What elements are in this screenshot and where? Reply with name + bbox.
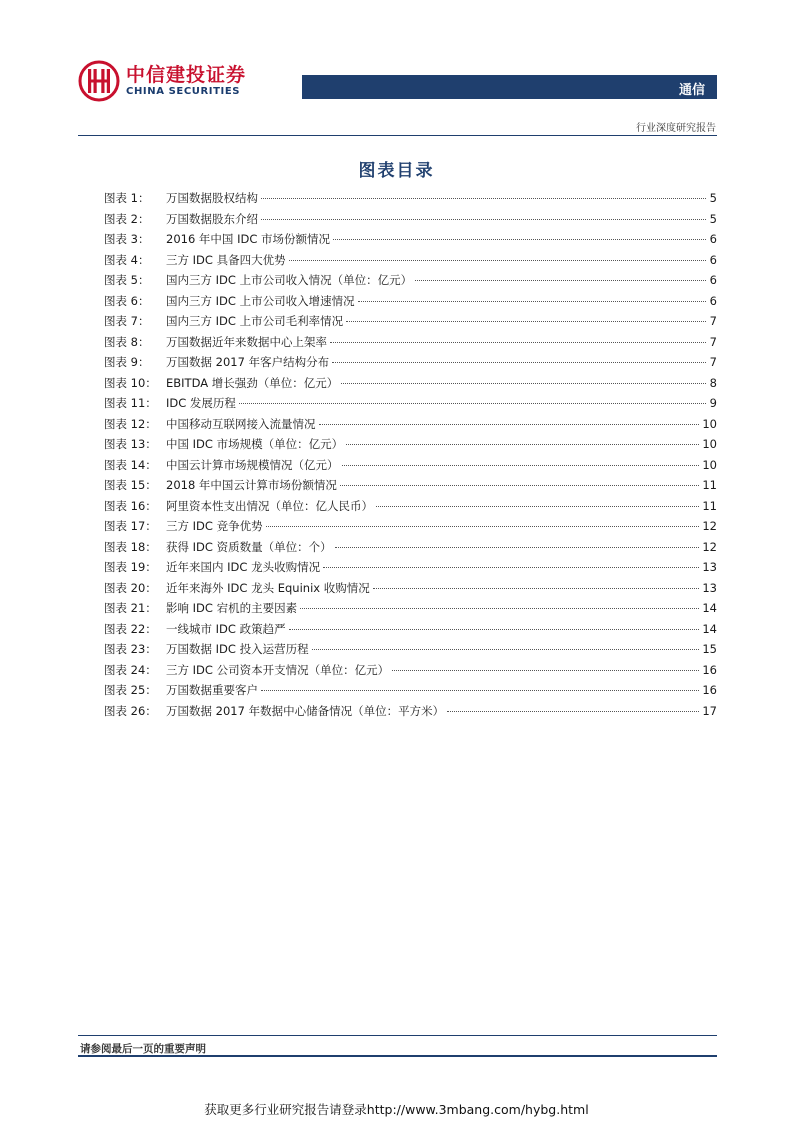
toc-dot-leader: [323, 567, 699, 568]
toc-entry[interactable]: [104, 457, 717, 478]
toc-entry-title: 万国数据近年来数据中心上架率: [166, 334, 327, 349]
toc-entry-label: 图表 13：: [104, 437, 157, 451]
toc-dot-leader: [289, 260, 706, 261]
toc-entry-label: 图表 21：: [104, 601, 157, 615]
toc-entry-page: 6: [709, 293, 717, 308]
toc-entry-page: 6: [709, 232, 717, 246]
toc-dot-leader: [261, 219, 706, 220]
toc-dot-leader: [312, 649, 700, 650]
toc-entry-title: 2018 年中国云计算市场份额情况: [166, 478, 337, 492]
toc-entry[interactable]: [104, 375, 717, 396]
toc-entry[interactable]: [104, 231, 717, 252]
toc-entry-page: 16: [702, 662, 717, 677]
toc-entry[interactable]: [104, 313, 717, 334]
toc-entry[interactable]: [104, 580, 717, 601]
toc-entry-label: 图表 1：: [104, 191, 150, 205]
toc-dot-leader: [341, 383, 706, 384]
toc-entry-page: 10: [702, 437, 717, 451]
toc-entry-label: 图表 23：: [104, 642, 157, 656]
toc-entry[interactable]: [104, 641, 717, 662]
toc-dot-leader: [335, 547, 700, 548]
toc-entry-title: EBITDA 增长强劲（单位：亿元）: [166, 375, 339, 390]
toc-entry-label: 图表 11：: [104, 396, 157, 410]
toc-dot-leader: [392, 670, 699, 671]
toc-entry-page: 6: [709, 273, 717, 287]
toc-entry-label: 图表 8：: [104, 334, 150, 349]
toc-entry[interactable]: [104, 539, 717, 560]
toc-entry-page: 13: [702, 580, 717, 595]
toc-entry-title: 获得 IDC 资质数量（单位：个）: [166, 539, 332, 554]
toc-entry-title: 三方 IDC 竞争优势: [166, 519, 263, 533]
toc-entry[interactable]: [104, 395, 717, 416]
toc-entry-title: 三方 IDC 公司资本开支情况（单位：亿元）: [166, 662, 390, 677]
toc-entry-page: 11: [702, 478, 717, 492]
toc-entry-label: 图表 6：: [104, 293, 150, 308]
toc-entry-page: 11: [702, 498, 717, 513]
toc-entry-page: 7: [709, 334, 717, 349]
logo-chinese-name: 中信建投证券: [126, 64, 247, 86]
toc-entry-page: 13: [702, 560, 717, 574]
toc-entry-title: 国内三方 IDC 上市公司收入情况（单位：亿元）: [166, 273, 413, 287]
toc-entry-title: 阿里资本性支出情况（单位：亿人民币）: [166, 498, 373, 513]
toc-entry-title: IDC 发展历程: [166, 396, 236, 410]
section-label: 通信: [678, 83, 705, 98]
toc-entry-page: 7: [709, 355, 717, 369]
toc-dot-leader: [346, 321, 706, 322]
toc-entry[interactable]: [104, 600, 717, 621]
toc-entry-page: 15: [702, 642, 717, 656]
toc-entry[interactable]: [104, 518, 717, 539]
promo-link-text[interactable]: 获取更多行业研究报告请登录http://www.3mbang.com/hybg.html: [204, 1102, 589, 1117]
toc-dot-leader: [415, 280, 706, 281]
toc-entry-page: 5: [709, 211, 717, 226]
toc-entry-label: 图表 4：: [104, 252, 150, 267]
toc-entry-title: 影响 IDC 宕机的主要因素: [166, 601, 298, 615]
footer-divider-bottom: [78, 1055, 717, 1057]
toc-dot-leader: [333, 239, 706, 240]
toc-entry[interactable]: [104, 682, 717, 703]
toc-entry-title: 中国云计算市场规模情况（亿元）: [166, 457, 339, 472]
toc-entry-title: 2016 年中国 IDC 市场份额情况: [166, 232, 331, 246]
toc-entry-label: 图表 22：: [104, 621, 157, 636]
toc-entry-label: 图表 17：: [104, 519, 157, 533]
china-securities-emblem-icon: [78, 60, 120, 102]
toc-entry-title: 万国数据 2017 年数据中心储备情况（单位：平方米）: [166, 703, 445, 718]
toc-entry[interactable]: [104, 662, 717, 683]
toc-entry-title: 三方 IDC 具备四大优势: [166, 252, 286, 267]
toc-entry-page: 9: [709, 396, 717, 410]
toc-entry-page: 14: [702, 621, 717, 636]
toc-entry-page: 14: [702, 601, 717, 615]
toc-heading: 图表目录: [358, 161, 435, 181]
toc-entry[interactable]: [104, 354, 717, 375]
toc-dot-leader: [261, 198, 706, 199]
toc-entry[interactable]: [104, 559, 717, 580]
toc-entry[interactable]: [104, 190, 717, 211]
toc-dot-leader: [340, 485, 699, 486]
report-type: 行业深度研究报告: [636, 123, 716, 134]
logo-english-name: CHINA SECURITIES: [126, 86, 241, 97]
toc-dot-leader: [266, 526, 700, 527]
toc-entry-label: 图表 24：: [104, 662, 157, 677]
toc-entry[interactable]: [104, 272, 717, 293]
toc-dot-leader: [332, 362, 706, 363]
toc-dot-leader: [261, 690, 699, 691]
toc-entry[interactable]: [104, 703, 717, 724]
toc-entry-title: 国内三方 IDC 上市公司毛利率情况: [166, 314, 344, 328]
toc-entry-title: 万国数据重要客户: [166, 683, 258, 697]
toc-entry-title: 一线城市 IDC 政策趋严: [166, 621, 286, 636]
toc-entry-label: 图表 18：: [104, 539, 157, 554]
toc-entry-page: 12: [702, 539, 717, 554]
toc-entry-page: 7: [709, 314, 717, 328]
toc-entry-title: 近年来国内 IDC 龙头收购情况: [166, 560, 321, 574]
toc-entry-title: 中国移动互联网接入流量情况: [166, 416, 316, 431]
toc-entry-label: 图表 2：: [104, 211, 150, 226]
toc-dot-leader: [330, 342, 706, 343]
toc-entry-label: 图表 15：: [104, 478, 157, 492]
toc-dot-leader: [447, 711, 699, 712]
toc-entry-label: 图表 10：: [104, 375, 157, 390]
disclaimer-note: 请参阅最后一页的重要声明: [80, 1043, 206, 1055]
company-logo: [78, 60, 246, 102]
toc-entry[interactable]: [104, 436, 717, 457]
toc-entry[interactable]: [104, 621, 717, 642]
toc-entry[interactable]: [104, 477, 717, 498]
toc-entry-label: 图表 5：: [104, 273, 150, 287]
toc-dot-leader: [300, 608, 699, 609]
toc-entry-page: 8: [709, 375, 717, 390]
toc-entry-label: 图表 3：: [104, 232, 150, 246]
toc-entry-label: 图表 12：: [104, 416, 157, 431]
toc-entry-title: 国内三方 IDC 上市公司收入增速情况: [166, 293, 355, 308]
toc-entry[interactable]: [104, 334, 717, 355]
toc-entry[interactable]: [104, 416, 717, 437]
toc-entry-page: 10: [702, 416, 717, 431]
toc-entry-label: 图表 20：: [104, 580, 157, 595]
toc-entry-label: 图表 14：: [104, 457, 157, 472]
toc-entry-page: 16: [702, 683, 717, 697]
section-banner: [302, 75, 717, 99]
toc-entry-page: 17: [702, 703, 717, 718]
toc-dot-leader: [239, 403, 706, 404]
toc-dot-leader: [319, 424, 700, 425]
toc-entry-title: 万国数据股权结构: [166, 191, 258, 205]
toc-entry-label: 图表 16：: [104, 498, 157, 513]
toc-dot-leader: [373, 588, 700, 589]
toc-entry-page: 6: [709, 252, 717, 267]
toc-entry-title: 万国数据 IDC 投入运营历程: [166, 642, 309, 656]
toc-entry[interactable]: [104, 252, 717, 273]
header-divider: [78, 135, 717, 136]
footer-divider-top: [78, 1035, 717, 1036]
toc-entry[interactable]: [104, 211, 717, 232]
toc-entry-page: 10: [702, 457, 717, 472]
toc-entry-page: 12: [702, 519, 717, 533]
toc-entry[interactable]: [104, 498, 717, 519]
toc-dot-leader: [358, 301, 706, 302]
toc-dot-leader: [346, 444, 699, 445]
toc-entry-title: 中国 IDC 市场规模（单位：亿元）: [166, 437, 344, 451]
toc-dot-leader: [376, 506, 699, 507]
toc-entry[interactable]: [104, 293, 717, 314]
figure-list: [104, 190, 717, 723]
toc-entry-page: 5: [709, 191, 717, 205]
toc-entry-label: 图表 9：: [104, 355, 150, 369]
toc-entry-label: 图表 19：: [104, 560, 157, 574]
toc-entry-title: 近年来海外 IDC 龙头 Equinix 收购情况: [166, 580, 370, 595]
toc-entry-title: 万国数据 2017 年客户结构分布: [166, 355, 330, 369]
toc-entry-label: 图表 25：: [104, 683, 157, 697]
toc-dot-leader: [289, 629, 700, 630]
toc-dot-leader: [342, 465, 700, 466]
toc-entry-title: 万国数据股东介绍: [166, 211, 258, 226]
toc-entry-label: 图表 26：: [104, 703, 157, 718]
toc-entry-label: 图表 7：: [104, 314, 150, 328]
